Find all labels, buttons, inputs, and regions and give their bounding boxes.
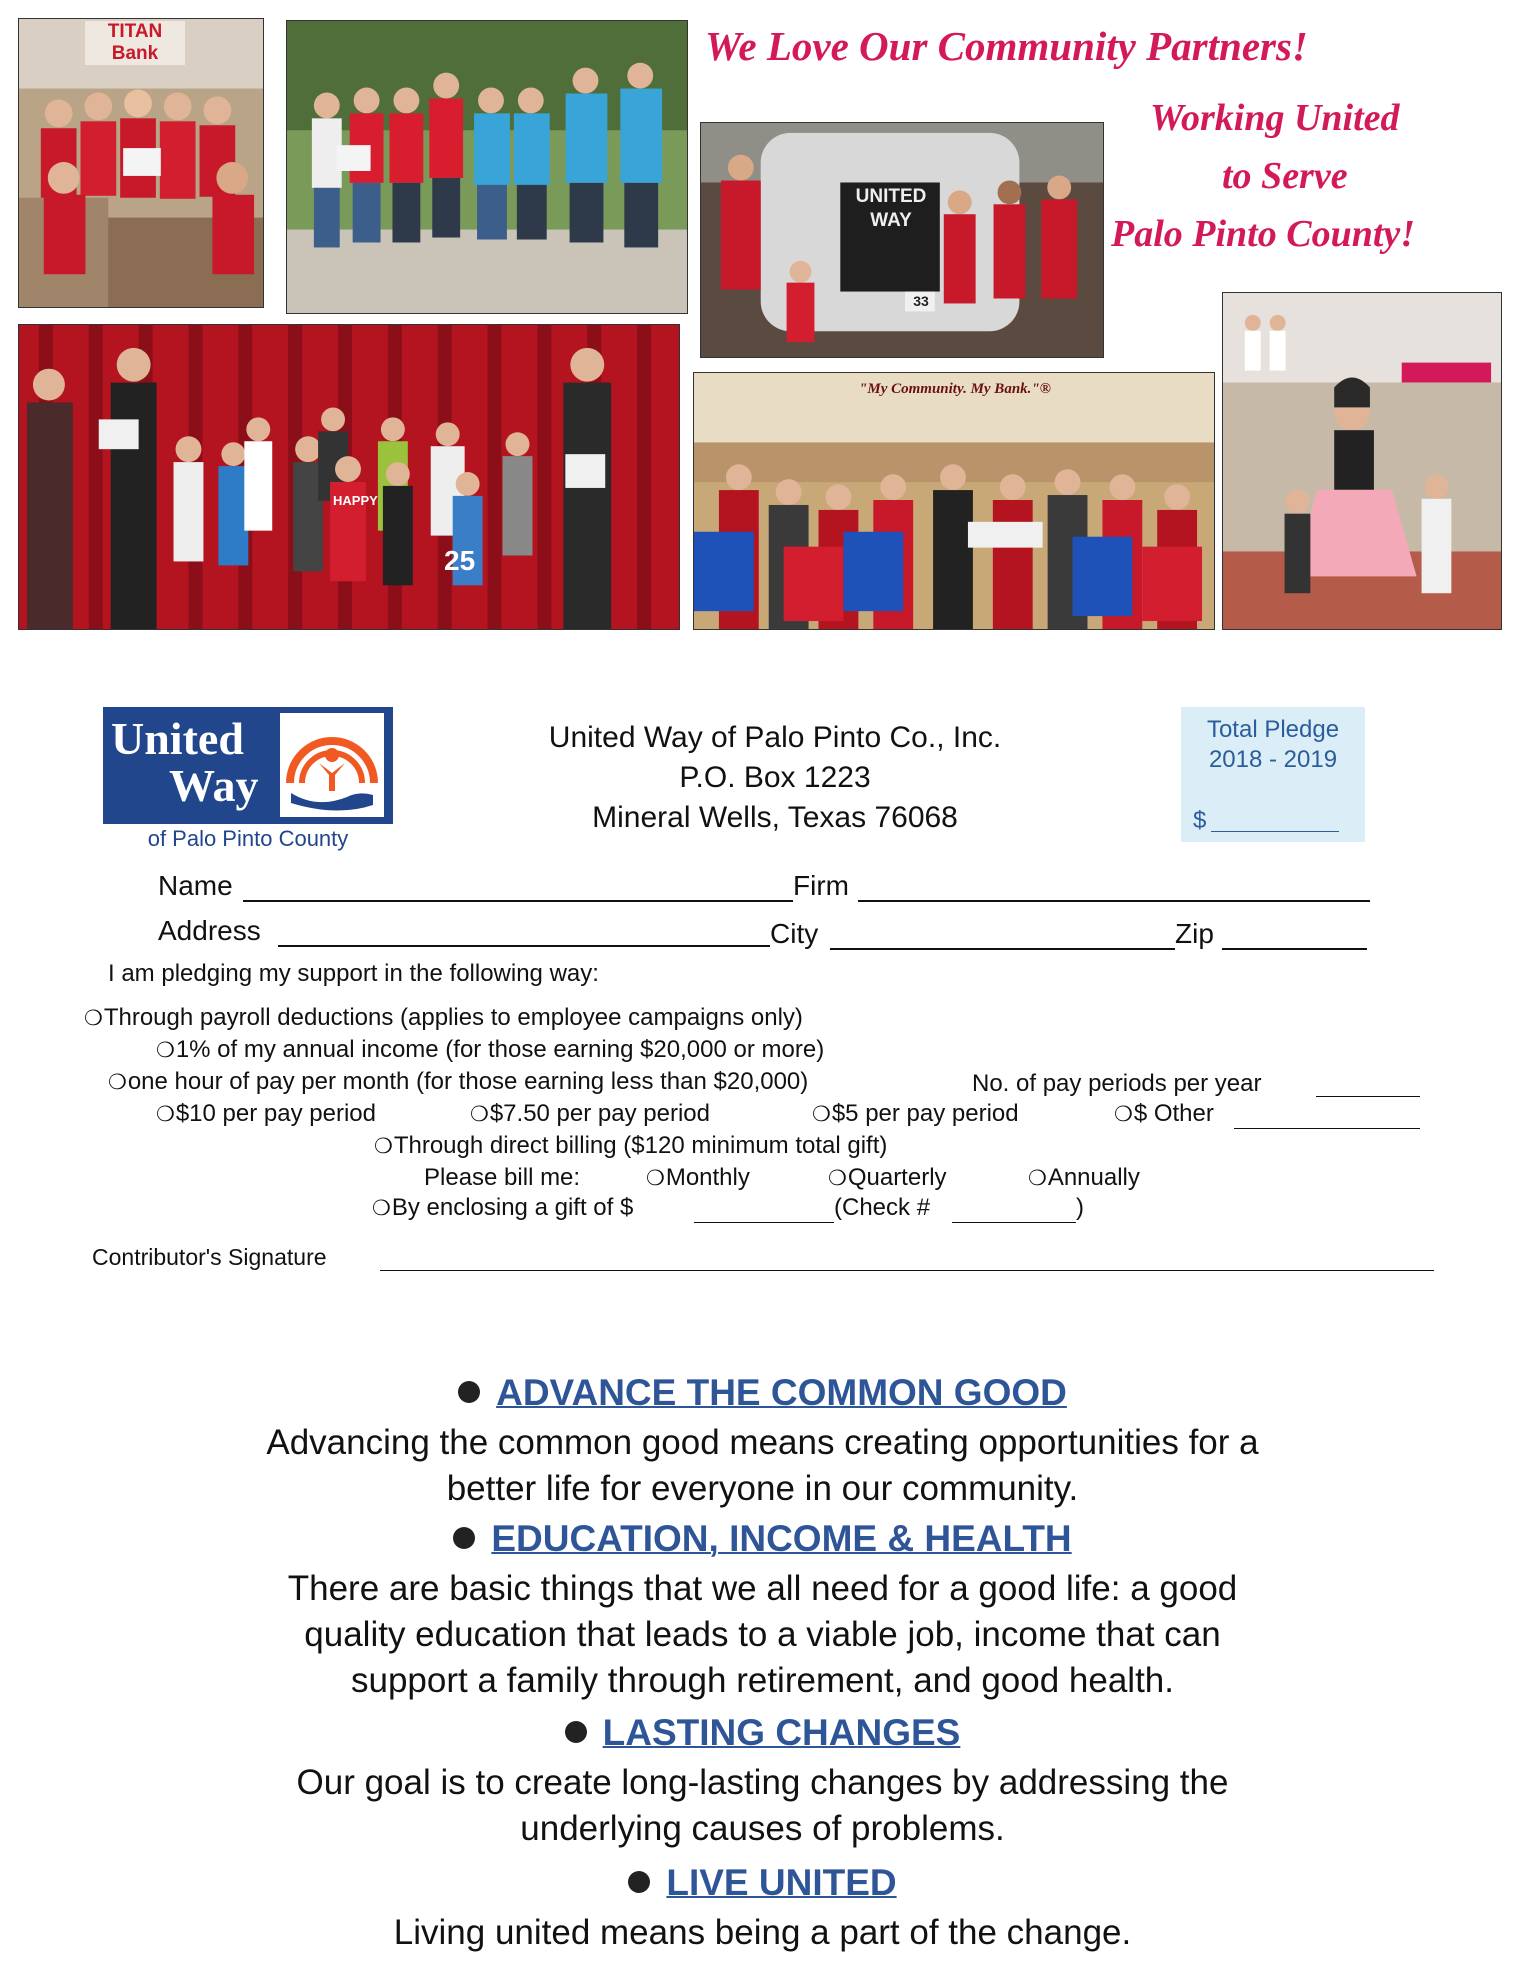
option-payroll[interactable] [84, 1004, 803, 1032]
address-line-3: Mineral Wells, Texas 76068 [592, 801, 958, 834]
option-one-percent[interactable] [156, 1036, 824, 1064]
section-education-body [100, 1566, 1425, 1704]
section-lasting-body [100, 1760, 1425, 1852]
total-pledge-title [1181, 715, 1365, 775]
pay-periods-label: No. of pay periods per year [972, 1070, 1262, 1097]
body-line: Living united means being a part of the change. [393, 1913, 1132, 1952]
name-label: Name [158, 870, 233, 901]
section-heading-label: LIVE UNITED [666, 1862, 897, 1903]
bullet-icon [565, 1721, 587, 1743]
signature-field[interactable] [380, 1270, 1434, 1271]
section-lasting-heading [0, 1712, 1525, 1754]
option-monthly[interactable] [646, 1164, 750, 1192]
total-pledge-title-line-1: Total Pledge [1206, 716, 1340, 743]
subheadline-line-1: Working United [1150, 97, 1400, 139]
total-pledge-amount-field[interactable] [1211, 831, 1339, 832]
total-pledge-currency: $ [1193, 807, 1207, 834]
option-annually-label: Annually [1047, 1164, 1140, 1191]
zip-label: Zip [1175, 918, 1214, 949]
option-annually[interactable] [1028, 1164, 1140, 1192]
name-field[interactable] [243, 900, 793, 902]
body-line: Our goal is to create long-lasting changes by addressing the [296, 1763, 1229, 1802]
kid-shirt-text-1: HAPPY [333, 493, 378, 508]
section-heading-label: ADVANCE THE COMMON GOOD [496, 1372, 1067, 1413]
address-line-1: United Way of Palo Pinto Co., Inc. [548, 721, 1002, 754]
mailing-address [480, 718, 1070, 838]
subheadline-line-3: Palo Pinto County! [1111, 213, 1416, 255]
option-direct-billing[interactable] [374, 1132, 887, 1160]
logo-line-2: Way [169, 760, 259, 811]
radio-circle-icon: ❍ [156, 1039, 175, 1062]
photo-community-bank-lobby [693, 372, 1215, 630]
photo-titan-bank-staff [18, 18, 264, 308]
radio-circle-icon: ❍ [108, 1071, 127, 1094]
body-line: support a family through retirement, and good health. [351, 1661, 1174, 1700]
check-number-close: ) [1076, 1194, 1084, 1221]
logo-subtitle: of Palo Pinto County [147, 826, 349, 851]
float-sign [841, 185, 941, 233]
body-line: Advancing the common good means creating opportunities for a [266, 1423, 1259, 1462]
address-field[interactable] [278, 945, 770, 947]
check-number-label: (Check # [834, 1194, 931, 1221]
headline: We Love Our Community Partners! [705, 23, 1308, 69]
pledge-intro: I am pledging my support in the following way: [108, 960, 599, 987]
option-one-hour-label: one hour of pay per month (for those earning less than $20,000) [127, 1068, 809, 1095]
address-line-2: P.O. Box 1223 [679, 761, 871, 794]
body-line: quality education that leads to a viable job, income that can [304, 1615, 1221, 1654]
signature-label: Contributor's Signature [92, 1244, 327, 1270]
option-direct-billing-label: Through direct billing ($120 minimum total gift) [393, 1132, 888, 1159]
option-10-label: $10 per pay period [175, 1100, 376, 1127]
option-quarterly[interactable] [828, 1164, 947, 1192]
option-monthly-label: Monthly [665, 1164, 750, 1191]
body-line: There are basic things that we all need for a good life: a good [287, 1569, 1238, 1608]
radio-circle-icon: ❍ [812, 1103, 831, 1126]
firm-label: Firm [793, 870, 849, 901]
option-750-per-period[interactable] [470, 1100, 710, 1128]
radio-circle-icon: ❍ [470, 1103, 489, 1126]
section-live-united-heading [0, 1862, 1525, 1904]
float-sign-line-1: UNITED [855, 186, 927, 207]
united-way-logo [103, 707, 393, 824]
radio-circle-icon: ❍ [1114, 1103, 1133, 1126]
hand-rainbow-icon [277, 713, 387, 818]
city-field[interactable] [830, 948, 1175, 950]
option-enclosing-label: By enclosing a gift of $ [391, 1194, 634, 1221]
photo-school-children [18, 324, 680, 630]
logo-line-1: United [111, 713, 244, 764]
radio-circle-icon: ❍ [1028, 1167, 1047, 1190]
option-5-label: $5 per pay period [831, 1100, 1019, 1127]
bullet-icon [458, 1381, 480, 1403]
pay-periods-field[interactable] [1316, 1096, 1420, 1097]
bill-me-label: Please bill me: [424, 1164, 581, 1191]
section-live-united-body [100, 1910, 1425, 1956]
photo-red-blue-volunteers [286, 20, 688, 314]
community-bank-banner: "My Community. My Bank."® [859, 381, 1051, 397]
section-education-heading [0, 1518, 1525, 1560]
subheadline-line-2: to Serve [1222, 155, 1348, 197]
bank-sign: TITAN Bank [85, 21, 185, 65]
float-number: 33 [913, 293, 929, 309]
photo-united-way-float [700, 122, 1104, 358]
address-label: Address [158, 915, 261, 946]
option-5-per-period[interactable] [812, 1100, 1019, 1128]
option-enclosing-gift[interactable] [372, 1194, 633, 1222]
gift-amount-field[interactable] [694, 1222, 834, 1223]
body-line: better life for everyone in our community. [446, 1469, 1079, 1508]
total-pledge-title-line-2: 2018 - 2019 [1208, 746, 1338, 773]
option-other[interactable] [1114, 1100, 1214, 1128]
option-quarterly-label: Quarterly [847, 1164, 947, 1191]
radio-circle-icon: ❍ [372, 1197, 391, 1220]
firm-field[interactable] [858, 900, 1370, 902]
option-one-percent-label: 1% of my annual income (for those earning $20,000 or more) [175, 1036, 825, 1063]
option-other-label: $ Other [1133, 1100, 1214, 1127]
bullet-icon [628, 1871, 650, 1893]
section-advance-body [100, 1420, 1425, 1512]
body-line: underlying causes of problems. [520, 1809, 1005, 1848]
zip-field[interactable] [1222, 948, 1367, 950]
total-pledge-box [1181, 707, 1365, 842]
float-sign-line-2: WAY [870, 210, 912, 231]
check-number-field[interactable] [952, 1222, 1076, 1223]
radio-circle-icon: ❍ [374, 1135, 393, 1158]
option-750-label: $7.50 per pay period [489, 1100, 710, 1127]
section-heading-label: EDUCATION, INCOME & HEALTH [491, 1518, 1072, 1559]
section-heading-label: LASTING CHANGES [602, 1712, 961, 1753]
bullet-icon [453, 1527, 475, 1549]
radio-circle-icon: ❍ [156, 1103, 175, 1126]
radio-circle-icon: ❍ [646, 1167, 665, 1190]
radio-circle-icon: ❍ [84, 1007, 103, 1030]
section-advance-heading [0, 1372, 1525, 1414]
photo-fifties-dance-event [1222, 292, 1502, 630]
kid-shirt-text-2: 25 [444, 545, 476, 576]
other-amount-field[interactable] [1234, 1128, 1420, 1129]
city-label: City [770, 918, 819, 949]
option-one-hour[interactable] [108, 1068, 808, 1096]
option-payroll-label: Through payroll deductions (applies to employee campaigns only) [103, 1004, 803, 1031]
option-10-per-period[interactable] [156, 1100, 376, 1128]
radio-circle-icon: ❍ [828, 1167, 847, 1190]
